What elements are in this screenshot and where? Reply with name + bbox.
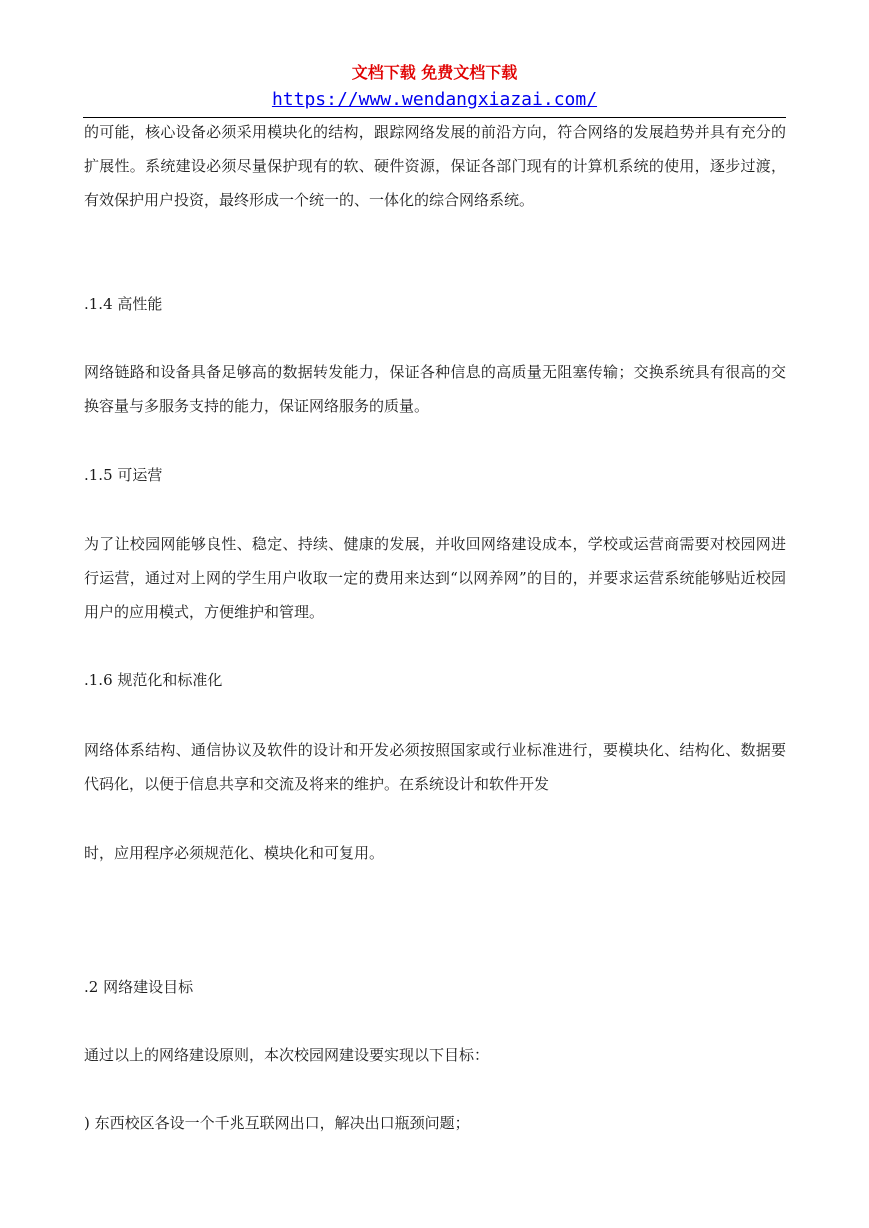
section-heading-2: .2 网络建设目标 (84, 978, 194, 996)
paragraph-1-6-part-1: 网络体系结构、通信协议及软件的设计和开发必须按照国家或行业标准进行，要模块化、结构化、数据要代码化，以便于信息共享和交流及将来的维护。在系统设计和软件开发 (84, 741, 786, 793)
paragraph-1-5: 为了让校园网能够良性、稳定、持续、健康的发展，并收回网络建设成本，学校或运营商需要对校园网进行运营，通过对上网的学生用户收取一定的费用来达到“以网养网”的目的，并要求运营系统能够贴近校园用户的应用模式，方便维护和管理。 (84, 535, 786, 621)
paragraph-intro: 的可能，核心设备必须采用模块化的结构，跟踪网络发展的前沿方向，符合网络的发展趋势并具有充分的扩展性。系统建设必须尽量保护现有的软、硬件资源，保证各部门现有的计算机系统的使用，逐步过渡，有效保护用户投资，最终形成一个统一的、一体化的综合网络系统。 (84, 123, 786, 209)
section-heading-1-6: .1.6 规范化和标准化 (84, 671, 223, 689)
header-url-link[interactable]: https://www.wendangxiazai.com/ (271, 89, 598, 110)
section-heading-1-5: .1.5 可运营 (84, 466, 163, 484)
paragraph-2: 通过以上的网络建设原则，本次校园网建设要实现以下目标： (84, 1046, 490, 1064)
section-heading-1-4: .1.4 高性能 (84, 295, 163, 313)
list-item: ) 东西校区各设一个千兆互联网出口，解决出口瓶颈问题； (84, 1114, 470, 1132)
paragraph-1-4: 网络链路和设备具备足够高的数据转发能力，保证各种信息的高质量无阻塞传输；交换系统具有很高的交换容量与多服务支持的能力，保证网络服务的质量。 (84, 363, 786, 415)
header-title: 文档下载 免费文档下载 (351, 63, 518, 82)
paragraph-1-6-part-2: 时，应用程序必须规范化、模块化和可复用。 (84, 844, 385, 862)
